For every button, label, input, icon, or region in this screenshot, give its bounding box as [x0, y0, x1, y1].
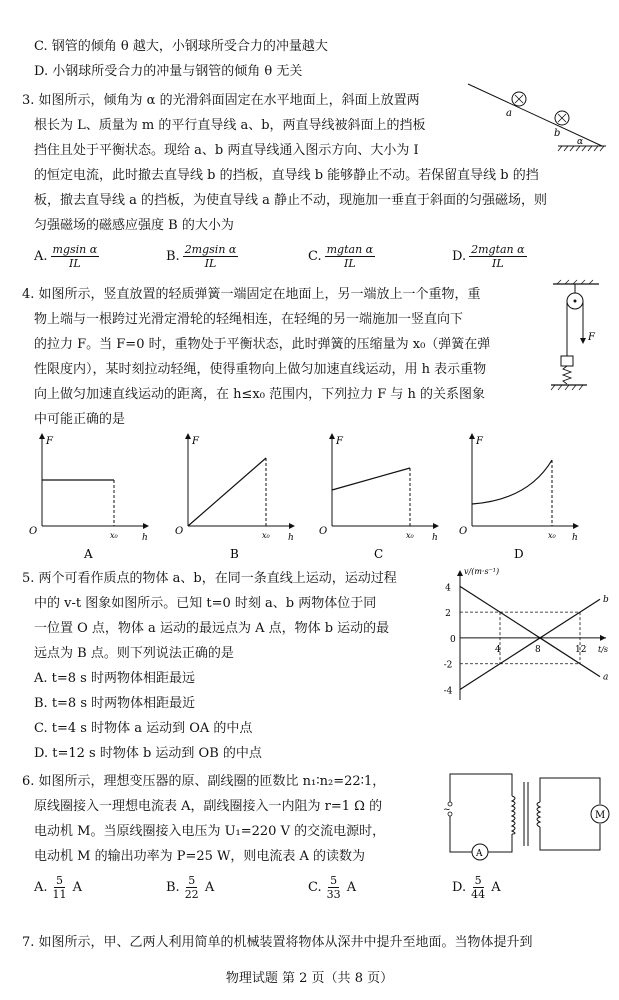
q3-line-2: 根长为 L、质量为 m 的平行直导线 a、b，两直导线被斜面上的挡板	[34, 118, 426, 133]
q4-line-4: 性限度内），某时刻拉动轻绳，使得重物向上做匀加速直线运动，用 h 表示重物	[34, 362, 487, 377]
x-tick-label: 8	[535, 644, 541, 655]
svg-text:h: h	[288, 533, 294, 543]
weight-block	[561, 356, 573, 366]
svg-text:h: h	[432, 533, 438, 543]
q6-option-a: A. $\frac{5}{11}$ A	[34, 874, 83, 901]
force-arrow-icon	[580, 338, 586, 344]
q3-line-6: 匀强磁场的磁感应强度 B 的大小为	[34, 218, 234, 233]
q3-option-b: B. $\frac{\text{2mgsin α}}{IL}$	[166, 243, 237, 270]
svg-text:B: B	[230, 547, 239, 561]
secondary-coil-icon	[537, 802, 540, 827]
svg-text:~: ~	[443, 805, 451, 815]
x-axis-label: t/s	[598, 644, 609, 654]
q5-option-d: D. t=12 s 时物体 b 运动到 OB 的中点	[34, 746, 262, 761]
q3-line-5: 板，撤去直导线 a 的挡板，为使直导线 a 静止不动，现施加一垂直于斜面的匀强磁场，则	[34, 193, 548, 208]
q3-option-c: C. $\frac{\text{mgtan α}}{IL}$	[308, 243, 374, 270]
x-tick-label: 12	[575, 644, 587, 655]
q3-line-3: 挡住且处于平衡状态。现给 a、b 两直导线通入图示方向、大小为 I	[34, 143, 419, 158]
q4-line-6: 中可能正确的是	[34, 412, 126, 427]
x-axis-arrow	[600, 635, 606, 641]
q3-option-d: D. $\frac{\text{2mgtan α}}{IL}$	[452, 243, 525, 270]
q4-graphs	[20, 430, 600, 565]
q4-graph-b	[175, 434, 294, 561]
y-axis-label: v/(m·s⁻¹)	[464, 567, 500, 576]
q5-line-2: 中的 v-t 图象如图所示。已知 t=0 时刻 a、b 两物体位于同	[34, 596, 377, 611]
q4-line-2: 物上端与一根跨过光滑定滑轮的轻绳相连，在轻绳的另一端施加一竖直向下	[34, 312, 464, 327]
y-tick-label: -2	[443, 660, 453, 671]
q5-line-4: 远点为 B 点。则下列说法正确的是	[34, 646, 234, 661]
q5-line-1: 5. 两个可看作质点的物体 a、b，在同一条直线上运动，运动过程	[22, 571, 397, 586]
svg-text:x₀: x₀	[110, 531, 118, 540]
q4-graph-c	[319, 434, 438, 561]
q6-option-d: D. $\frac{5}{44}$ A	[452, 874, 501, 901]
svg-text:F: F	[476, 436, 483, 447]
svg-text:h: h	[142, 533, 148, 543]
q6-transformer-figure	[444, 768, 606, 860]
series-line-a	[460, 586, 600, 676]
angle-label: α	[577, 137, 584, 147]
svg-text:F: F	[46, 436, 53, 447]
svg-text:h: h	[572, 533, 578, 543]
svg-text:x₀: x₀	[262, 531, 270, 540]
page-footer: 物理试题 第 2 页（共 8 页）	[225, 971, 394, 986]
y-tick-label: -4	[443, 686, 453, 697]
y-tick-label: 4	[445, 583, 451, 594]
q2-option-d: D. 小钢球所受合力的冲量与钢管的倾角 θ 无关	[34, 64, 303, 79]
q4-line-5: 向上做匀加速直线运动的距离，在 h≤x₀ 范围内，下列拉力 F 与 h 的关系图象	[34, 387, 485, 402]
svg-text:O: O	[319, 526, 328, 537]
primary-coil-icon	[512, 796, 515, 834]
q5-option-b: B. t=8 s 时两物体相距最近	[34, 696, 196, 711]
q4-graph-d	[459, 434, 578, 561]
svg-text:O: O	[175, 526, 184, 537]
svg-text:O: O	[459, 526, 468, 537]
q6-line-4: 电动机 M 的输出功率为 P=25 W，则电流表 A 的读数为	[34, 849, 366, 864]
q5-option-c: C. t=4 s 时物体 a 运动到 OA 的中点	[34, 721, 253, 736]
q6-line-1: 6. 如图所示，理想变压器的原、副线圈的匝数比 n₁∶n₂=22∶1，	[22, 774, 386, 789]
y-axis-arrow	[457, 570, 463, 576]
series-label-b: b	[603, 595, 609, 606]
y-tick-label: 2	[445, 609, 451, 620]
q6-line-2: 原线圈接入一理想电流表 A，副线圈接入一内阻为 r=1 Ω 的	[34, 799, 383, 814]
series-label-a: a	[603, 672, 609, 683]
svg-text:x₀: x₀	[548, 531, 556, 540]
q5-option-a: A. t=8 s 时两物体相距最远	[34, 671, 195, 686]
force-label: F	[588, 332, 595, 343]
q4-graph-a	[29, 434, 148, 561]
x-tick-label: 4	[495, 644, 501, 655]
q3-option-a: A. $\frac{\text{mgsin α}}{IL}$	[34, 243, 98, 270]
q6-line-3: 电动机 M。当原线圈接入电压为 U₁=220 V 的交流电源时，	[34, 824, 386, 839]
q4-line-3: 的拉力 F。当 F=0 时，重物处于平衡状态，此时弹簧的压缩量为 x₀（弹簧在弹	[34, 337, 491, 352]
svg-text:F: F	[192, 436, 199, 447]
spring-icon	[563, 366, 571, 384]
q4-pulley-figure	[545, 280, 607, 405]
q6-option-b: B. $\frac{5}{22}$ A	[166, 874, 215, 901]
q7-line-1: 7. 如图所示，甲、乙两人利用简单的机械装置将物体从深井中提升至地面。当物体提升到	[22, 935, 533, 950]
q3-incline-figure	[462, 80, 612, 152]
q5-vt-chart	[430, 566, 610, 706]
q3-line-4: 的恒定电流，此时撤去直导线 b 的挡板，直导线 b 能够静止不动。若保留直导线 b 的挡	[34, 168, 539, 183]
origin-label: 0	[450, 634, 456, 645]
svg-text:C: C	[374, 547, 384, 561]
motor-label: M	[595, 810, 606, 821]
wire-b-label: b	[554, 128, 561, 139]
q6-option-c: C. $\frac{5}{33}$ A	[308, 874, 357, 901]
svg-text:O: O	[29, 526, 38, 537]
wire-a-label: a	[506, 108, 512, 119]
q5-line-3: 一位置 O 点，物体 a 运动的最远点为 A 点，物体 b 运动的最	[34, 621, 390, 636]
svg-text:D: D	[514, 547, 524, 561]
svg-text:A: A	[84, 547, 93, 561]
q2-option-c: C. 钢管的倾角 θ 越大，小钢球所受合力的冲量越大	[34, 39, 328, 54]
svg-text:x₀: x₀	[406, 531, 414, 540]
ammeter-label: A	[476, 849, 483, 859]
q4-line-1: 4. 如图所示，竖直放置的轻质弹簧一端固定在地面上，另一端放上一个重物，重	[22, 287, 481, 302]
q3-line-1: 3. 如图所示，倾角为 α 的光滑斜面固定在水平地面上，斜面上放置两	[22, 93, 420, 108]
svg-text:F: F	[336, 436, 343, 447]
